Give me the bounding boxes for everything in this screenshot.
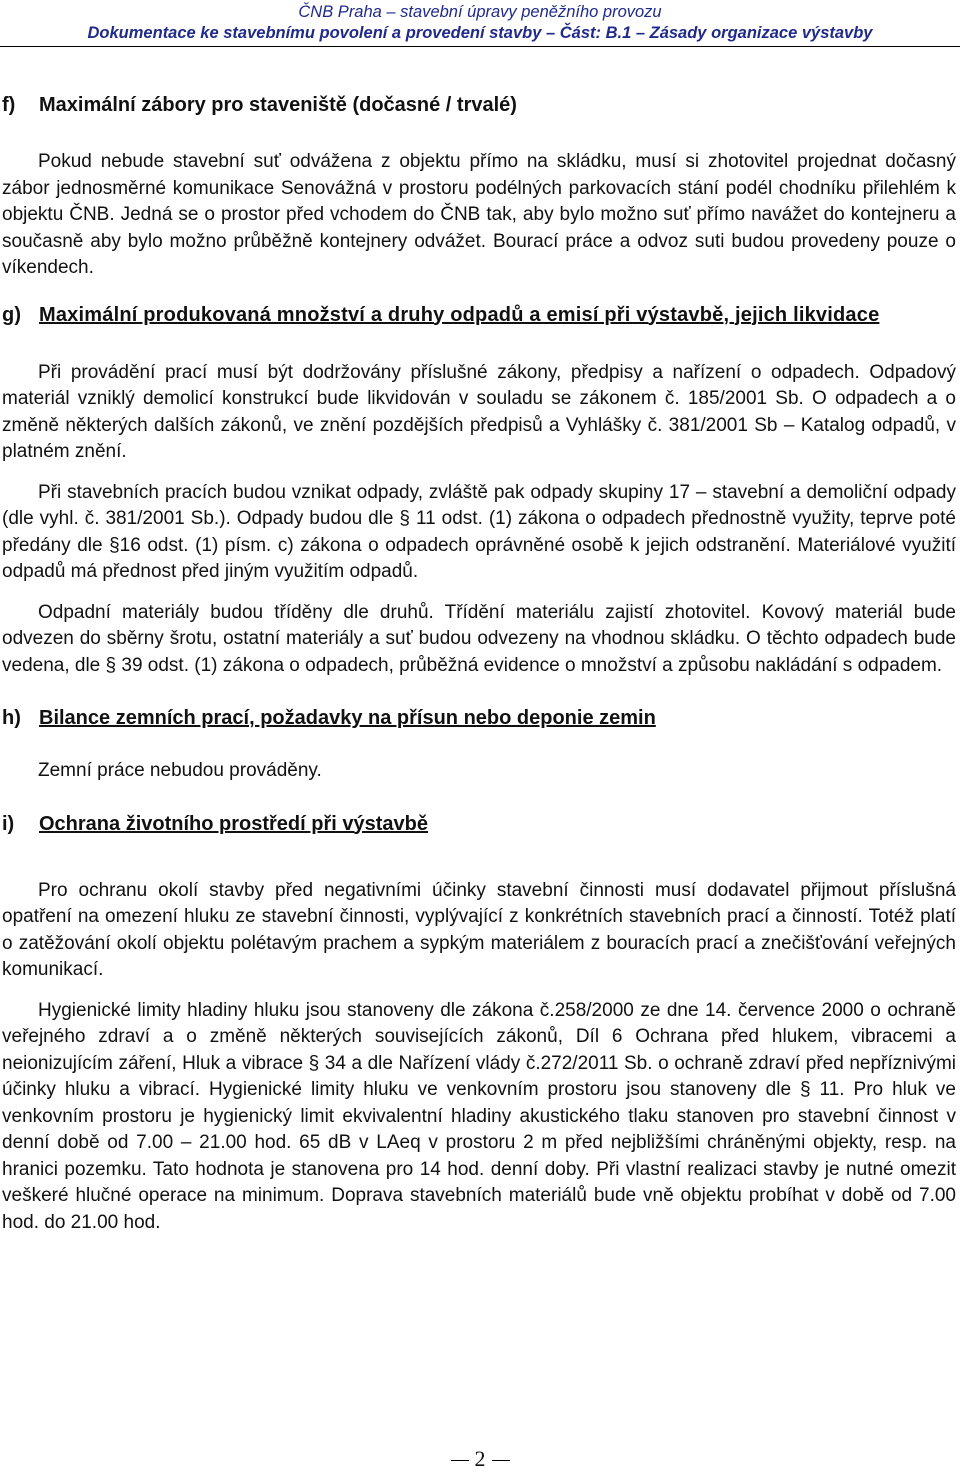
section-f-paragraph-1: Pokud nebude stavební suť odvážena z objektu přímo na skládku, musí si zhotovitel projednat dočasný zábor jednosměrné komunikace Senovážná v prostoru podélných parkovacích stání podél chodníku přilehlém k objektu ČNB. Jedná se o prostor před vchodem do ČNB tak, aby bylo možno suť přímo navážet do kontejneru a současně aby bylo možno průběžně kontejnery odvážet. Bourací práce a odvoz suti budou provedeny pouze o víkendech. [2,151,956,278]
section-g-heading [2,302,956,328]
document-body [2,92,956,1236]
section-g-paragraph-1: Při provádění prací musí být dodržovány příslušné zákony, předpisy a nařízení o odpadech. Odpadový materiál vzniklý demolicí konstrukcí bude likvidován v souladu se zákonem č. 185/2001 Sb. O odpadech a o změně některých dalších zákonů, ve znění pozdějších předpisů a Vyhlášky č. 381/2001 Sb – Katalog odpadů, v platném znění. [2,361,956,462]
section-i-paragraph-2: Hygienické limity hladiny hluku jsou stanoveny dle zákona č.258/2000 ze dne 14. července 2000 o ochraně veřejného zdraví a o změně některých souvisejících zákonů, Díl 6 Ochrana před hlukem, vibracemi a neionizujícím záření, Hluk a vibrace § 34 a dle Nařízení vlády č.272/2011 Sb. o ochraně zdraví před nepříznivými účinky hluku a vibrací. Hygienické limity hluku ve venkovním prostoru jsou stanoveny dle § 11. Pro hluk ve venkovním prostoru je hygienický limit ekvivalentní hladiny akustického tlaku stanoven pro stavební činnost v denní době od 7.00 – 21.00 hod. 65 dB v LAeq v prostoru 2 m před nejbližšími chráněnými objekty, resp. na hranici pozemku. Tato hodnota je stanovena pro 14 hod. denní doby. Při vlastní realizaci stavby je nutné omezit veškeré hlučné operace na minimum. Doprava stavebních materiálů bude vně objektu probíhat v době od 7.00 hod. do 21.00 hod. [2,999,956,1233]
section-f-heading [2,92,956,118]
section-g-paragraph-2: Při stavebních pracích budou vznikat odpady, zvláště pak odpady skupiny 17 – stavební a demoliční odpady (dle vyhl. č. 381/2001 Sb.). Odpady budou dle § 11 odst. (1) zákona o odpadech přednostně využity, teprve poté předány dle §16 odst. (1) písm. c) zákona o odpadech oprávněné osobě k jejich odstranění. Materiálové využití odpadů má přednost před jiným využitím odpadů. [2,481,956,582]
page-number-dash-left [451,1460,469,1461]
section-h-heading [2,705,956,731]
section-i-title: Ochrana životního prostředí při výstavbě [39,812,428,835]
section-g-title: Maximální produkovaná množství a druhy odpadů a emisí při výstavbě, jejich likvidace [39,303,880,326]
page-number-value: 2 [474,1446,486,1471]
section-i-heading [2,811,956,837]
section-i-label: i) [2,812,15,835]
section-i-paragraph-1: Pro ochranu okolí stavby před negativními účinky stavební činnosti musí dodavatel přijmout příslušná opatření na omezení hluku ze stavební činnosti, vyplývající z konkrétních stavebních prací a činností. Totéž platí o zatěžování okolí objektu polétavým prachem a sypkým materiálem z bouracích prací a znečišťování veřejných komunikací. [2,879,956,980]
section-h-label: h) [2,707,21,729]
section-f-label: f) [2,94,16,116]
section-g-paragraph-3: Odpadní materiály budou tříděny dle druhů. Třídění materiálu zajistí zhotovitel. Kovový materiál bude odvezen do sběrny šrotu, ostatní materiály a suť budou odvezeny na vhodnou skládku. O těchto odpadech bude vedena, dle § 39 odst. (1) zákona o odpadech, průběžná evidence o množství a způsobu nakládání s odpadem. [2,601,956,676]
header-line-1: ČNB Praha – stavební úpravy peněžního provozu [298,3,662,21]
section-g-label: g) [2,303,22,326]
section-f-title: Maximální zábory pro staveniště (dočasné / trvalé) [39,94,517,116]
page-number-dash-right [492,1460,510,1461]
header-line-2: Dokumentace ke stavebnímu povolení a provedení stavby – Část: B.1 – Zásady organizace výstavby [87,24,873,42]
section-h-paragraph-1: Zemní práce nebudou prováděny. [38,760,322,781]
page-number [0,1446,960,1472]
page-header [0,0,960,47]
section-h-title: Bilance zemních prací, požadavky na přísun nebo deponie zemin [39,707,656,729]
